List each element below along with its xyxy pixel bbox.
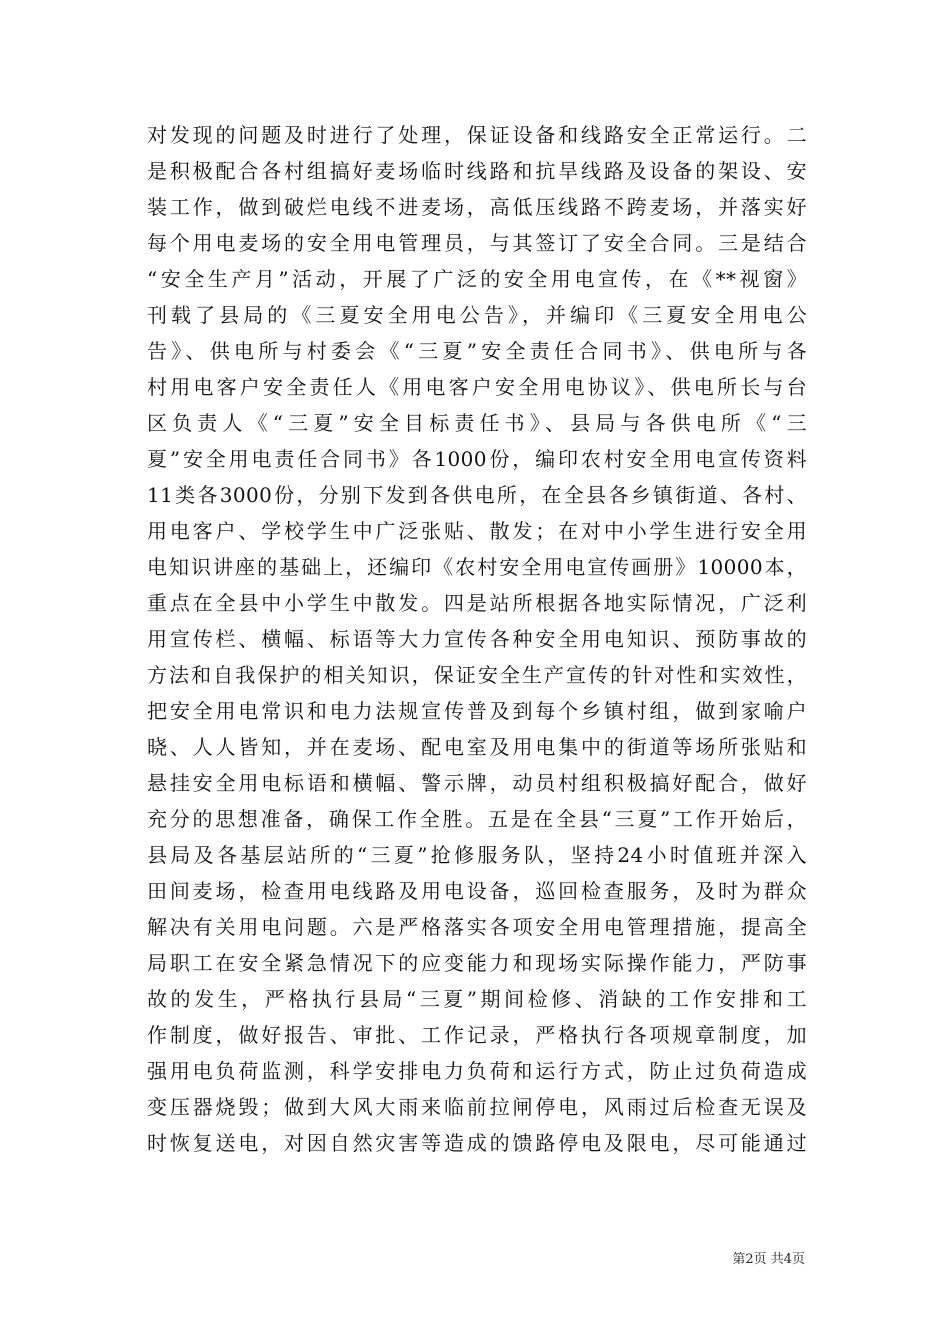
text-line: 装工作，做到破烂电线不进麦场，高低压线路不跨麦场，并落实好 (147, 195, 807, 219)
text-line: 把安全用电常识和电力法规宣传普及到每个乡镇村组，做到家喻户 (147, 699, 807, 723)
text-line: 晓、人人皆知，并在麦场、配电室及用电集中的街道等场所张贴和 (147, 735, 807, 759)
text-line: 重点在全县中小学生中散发。四是站所根据各地实际情况，广泛利 (147, 591, 807, 615)
text-line: 充分的思想准备，确保工作全胜。五是在全县“三夏”工作开始后， (147, 807, 807, 831)
text-line: 用电客户、学校学生中广泛张贴、散发；在对中小学生进行安全用 (147, 519, 807, 543)
text-line: “安全生产月”活动，开展了广泛的安全用电宣传，在《**视窗》 (147, 267, 807, 291)
text-line: 夏”安全用电责任合同书》各1000份，编印农村安全用电宣传资料 (147, 447, 807, 471)
text-line: 电知识讲座的基础上，还编印《农村安全用电宣传画册》10000本， (147, 555, 807, 579)
text-line: 田间麦场，检查用电线路及用电设备，巡回检查服务，及时为群众 (147, 879, 807, 903)
text-line: 村用电客户安全责任人《用电客户安全用电协议》、供电所长与台 (147, 375, 807, 399)
text-line: 方法和自我保护的相关知识，保证安全生产宣传的针对性和实效性， (147, 663, 807, 687)
text-line: 悬挂安全用电标语和横幅、警示牌，动员村组积极搞好配合，做好 (147, 771, 807, 795)
text-line: 解决有关用电问题。六是严格落实各项安全用电管理措施，提高全 (147, 915, 807, 939)
text-line: 用宣传栏、横幅、标语等大力宣传各种安全用电知识、预防事故的 (147, 627, 807, 651)
text-line: 县局及各基层站所的“三夏”抢修服务队，坚持24小时值班并深入 (147, 843, 807, 867)
text-line: 时恢复送电，对因自然灾害等造成的馈路停电及限电，尽可能通过 (147, 1131, 807, 1155)
text-line: 局职工在安全紧急情况下的应变能力和现场实际操作能力，严防事 (147, 951, 807, 975)
text-line: 作制度，做好报告、审批、工作记录，严格执行各项规章制度，加 (147, 1023, 807, 1047)
text-line: 11类各3000份，分别下发到各供电所，在全县各乡镇街道、各村、 (147, 483, 807, 507)
text-line: 故的发生，严格执行县局“三夏”期间检修、消缺的工作安排和工 (147, 987, 807, 1011)
text-line: 对发现的问题及时进行了处理，保证设备和线路安全正常运行。二 (147, 123, 807, 147)
text-line: 强用电负荷监测，科学安排电力负荷和运行方式，防止过负荷造成 (147, 1059, 807, 1083)
text-line: 是积极配合各村组搞好麦场临时线路和抗旱线路及设备的架设、安 (147, 159, 807, 183)
text-line: 刊载了县局的《三夏安全用电公告》，并编印《三夏安全用电公 (147, 303, 807, 327)
text-line: 区负责人《“三夏”安全目标责任书》、县局与各供电所《“三 (147, 411, 807, 435)
text-line: 每个用电麦场的安全用电管理员，与其签订了安全合同。三是结合 (147, 231, 807, 255)
body-paragraph (147, 117, 807, 1161)
text-line: 变压器烧毁；做到大风大雨来临前拉闸停电，风雨过后检查无误及 (147, 1095, 807, 1119)
page-number: 第2页 共4页 (732, 1252, 805, 1267)
text-line: 告》、供电所与村委会《“三夏”安全责任合同书》、供电所与各 (147, 339, 807, 363)
